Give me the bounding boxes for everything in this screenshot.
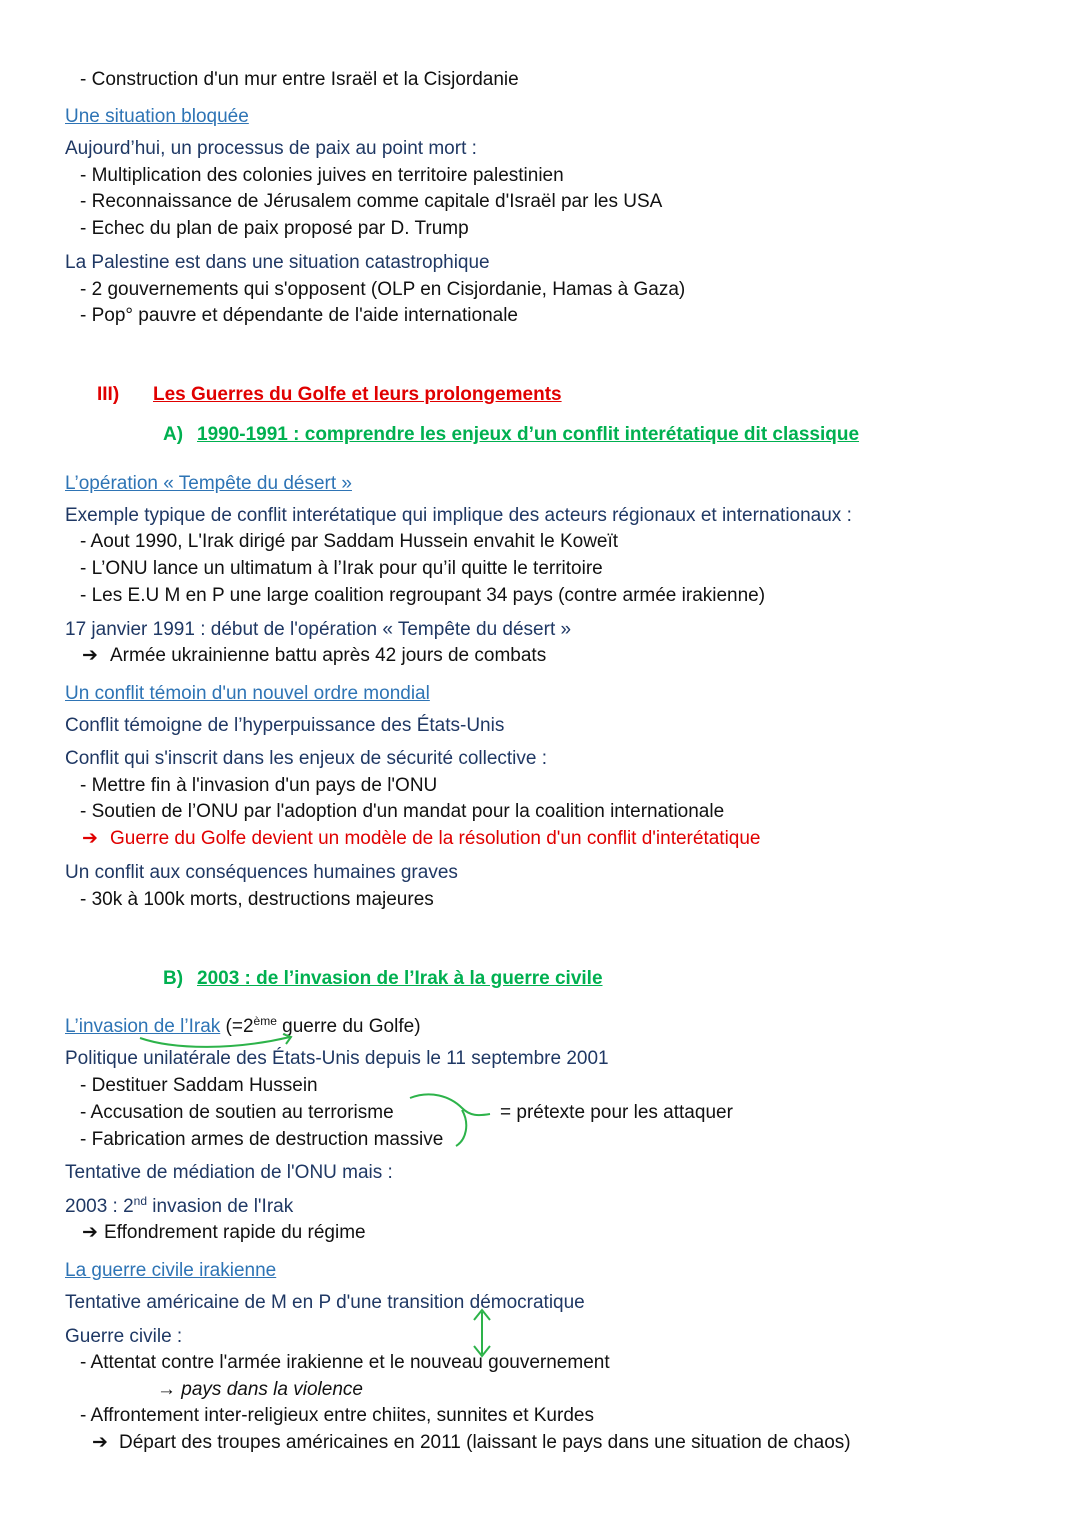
paragraph-intro: Politique unilatérale des États-Unis depuis le 11 septembre 2001 xyxy=(65,1048,609,1069)
list-item: - Destituer Saddam Hussein xyxy=(80,1075,318,1096)
list-item: - 30k à 100k morts, destructions majeures xyxy=(80,889,434,910)
paragraph-intro: Conflit témoigne de l’hyperpuissance des États-Unis xyxy=(65,715,505,736)
section-heading-situation-bloquee[interactable]: Une situation bloquée xyxy=(65,106,249,127)
list-item: - Affrontement inter-religieux entre chiites, sunnites et Kurdes xyxy=(80,1405,594,1426)
list-item: - Aout 1990, L'Irak dirigé par Saddam Hussein envahit le Koweït xyxy=(80,531,619,552)
sub-result-line: → pays dans la violence xyxy=(157,1379,363,1400)
list-item: - Fabrication armes de destruction massive xyxy=(80,1129,444,1150)
arrow-icon: → xyxy=(157,1379,176,1400)
paragraph-intro: Un conflit aux conséquences humaines graves xyxy=(65,862,458,883)
section-heading-guerre-civile[interactable]: La guerre civile irakienne xyxy=(65,1260,277,1281)
list-item: - Les E.U M en P une large coalition regroupant 34 pays (contre armée irakienne) xyxy=(80,585,766,606)
section-heading-invasion[interactable]: L’invasion de l’Irak xyxy=(65,1016,221,1037)
subsection-letter: B) xyxy=(163,968,184,989)
section-heading-tempete[interactable]: L’opération « Tempête du désert » xyxy=(65,473,352,494)
list-item: - Echec du plan de paix proposé par D. Trump xyxy=(80,218,469,239)
paragraph-intro: Aujourd’hui, un processus de paix au point mort : xyxy=(65,138,477,159)
list-item: - Mettre fin à l'invasion d'un pays de l'ONU xyxy=(80,775,438,796)
list-item: - Construction d'un mur entre Israël et la Cisjordanie xyxy=(80,69,519,90)
paragraph-date: 2003 : 2nd invasion de l'Irak xyxy=(65,1194,294,1217)
list-item: - Reconnaissance de Jérusalem comme capitale d'Israël par les USA xyxy=(80,191,663,212)
list-item: - Accusation de soutien au terrorisme xyxy=(80,1102,394,1123)
arrow-icon: ➔ xyxy=(82,828,98,849)
list-item: - Pop° pauvre et dépendante de l'aide internationale xyxy=(80,305,518,326)
list-item: - Soutien de l’ONU par l'adoption d'un mandat pour la coalition internationale xyxy=(80,801,725,822)
list-item: - Attentat contre l'armée irakienne et le nouveau gouvernement xyxy=(80,1352,610,1373)
subsection-title: 2003 : de l’invasion de l’Irak à la guerre civile xyxy=(197,968,603,989)
result-text: Guerre du Golfe devient un modèle de la résolution d'un conflit d'interétatique xyxy=(110,828,761,849)
arrow-icon: ➔ xyxy=(82,645,98,666)
section-title: Les Guerres du Golfe et leurs prolongements xyxy=(153,384,562,405)
paragraph-intro: Tentative américaine de M en P d'une transition démocratique xyxy=(65,1292,585,1313)
section-number: III) xyxy=(97,384,120,405)
subsection-title: 1990-1991 : comprendre les enjeux d’un conflit interétatique dit classique xyxy=(197,424,860,445)
hw-double-arrow xyxy=(474,1310,490,1356)
paragraph-intro: Conflit qui s'inscrit dans les enjeux de sécurité collective : xyxy=(65,748,548,769)
section-heading-ordre-mondial[interactable]: Un conflit témoin d'un nouvel ordre mondial xyxy=(65,683,430,704)
paragraph-intro: Guerre civile : xyxy=(65,1326,183,1347)
paragraph-intro: Exemple typique de conflit interétatique qui implique des acteurs régionaux et internationaux : xyxy=(65,505,852,526)
result-text: Armée ukrainienne battu après 42 jours de combats xyxy=(110,645,547,666)
pretext-note: = prétexte pour les attaquer xyxy=(500,1102,733,1123)
arrow-icon: ➔ xyxy=(82,1222,98,1243)
list-item: - Multiplication des colonies juives en territoire palestinien xyxy=(80,165,564,186)
list-item: - 2 gouvernements qui s'opposent (OLP en Cisjordanie, Hamas à Gaza) xyxy=(80,279,686,300)
result-text: Effondrement rapide du régime xyxy=(104,1222,366,1243)
paragraph-date: 17 janvier 1991 : début de l'opération « Tempête du désert » xyxy=(65,619,572,640)
arrow-icon: ➔ xyxy=(92,1432,108,1453)
subsection-letter: A) xyxy=(163,424,184,445)
result-text: Départ des troupes américaines en 2011 (laissant le pays dans une situation de chaos) xyxy=(119,1432,851,1453)
paragraph-intro: Tentative de médiation de l'ONU mais : xyxy=(65,1162,393,1183)
invasion-heading-line xyxy=(65,1015,421,1039)
list-item: - L’ONU lance un ultimatum à l’Irak pour qu’il quitte le territoire xyxy=(80,558,603,579)
note-text: (=2ème guerre du Golfe) xyxy=(225,1014,421,1037)
paragraph-intro: La Palestine est dans une situation catastrophique xyxy=(65,252,490,273)
